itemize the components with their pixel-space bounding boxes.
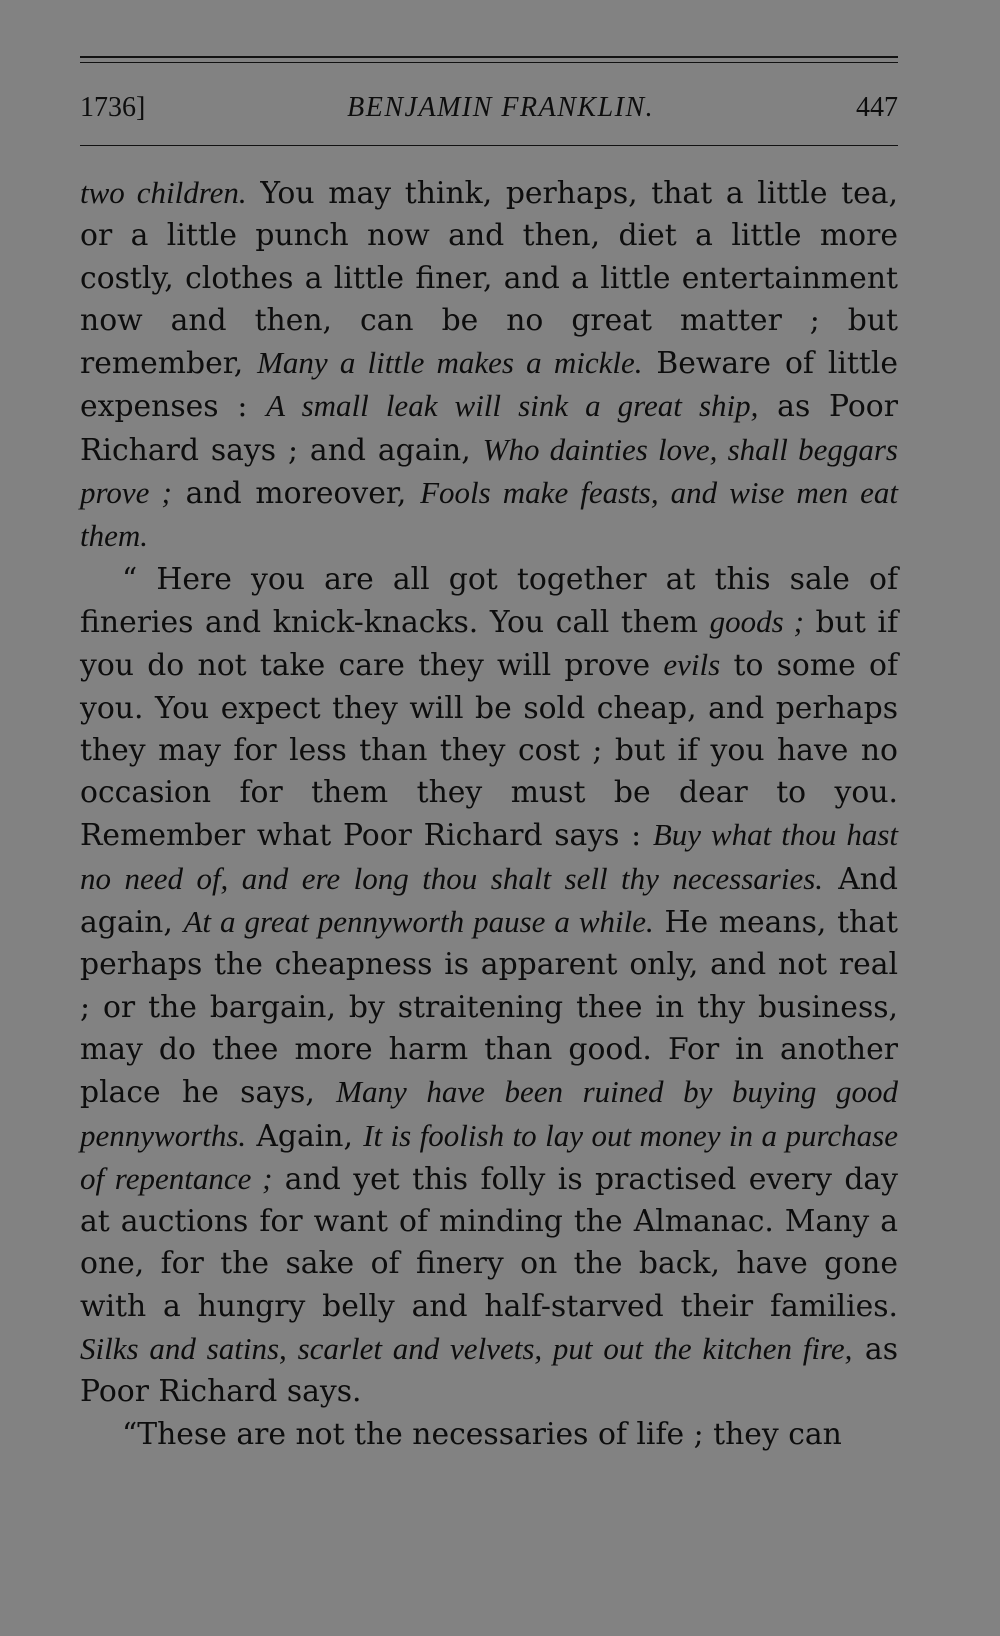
italic-quote: goods ; xyxy=(709,603,804,639)
italic-quote: Many have been ruined by buying good pennyworths. xyxy=(80,1074,898,1153)
body-text xyxy=(80,172,898,1456)
italic-quote: At a great pennyworth pause a while. xyxy=(183,904,654,940)
text-run: He means, that perhaps the cheapness is apparent only, and not real ; or the bargain, by straitening thee in thy business, may do thee more harm than good. For in another place he says, xyxy=(80,905,898,1111)
text-run: You may think, perhaps, that a little tea, or a little punch now and then, diet a little more costly, clothes a little finer, and a little entertainment now and then, can be no great matter ; but remember, xyxy=(80,176,898,382)
text-run: Beware of little expenses : xyxy=(80,346,898,425)
italic-quote: evils xyxy=(663,647,721,683)
text-run: and yet this folly is practised every day at auctions for want of minding the Almanac. Many a one, for the sake of finery on the back, have gone with a hungry belly and half-starved their families. xyxy=(80,1161,898,1324)
text-run: as Poor Richard says ; and again, xyxy=(80,389,898,468)
text-run: “These are not the necessaries of life ; they can xyxy=(122,1416,842,1452)
italic-quote: Silks and satins, scarlet and velvets, put out the kitchen fire, xyxy=(80,1331,853,1367)
page-number: 447 xyxy=(856,92,898,123)
italic-quote: Fools make feasts, and wise men eat them. xyxy=(80,475,898,554)
italic-quote: Buy what thou hast no need of, and ere long thou shalt sell thy necessaries. xyxy=(80,817,898,896)
paragraph xyxy=(80,1414,898,1456)
text-run: “ Here you are all got together at this sale of fineries and knick-knacks. You call them xyxy=(80,561,898,640)
italic-quote: A small leak will sink a great ship, xyxy=(266,388,759,424)
header-rule xyxy=(80,145,898,146)
text-run: And again, xyxy=(80,861,898,941)
text-run: and moreover, xyxy=(171,476,421,512)
text-run: as Poor Richard says. xyxy=(80,1332,898,1410)
italic-quote: two children. xyxy=(80,175,247,210)
italic-quote: It is foolish to lay out money in a purchase of repentance ; xyxy=(80,1117,898,1196)
header-year: 1736] xyxy=(80,92,146,123)
paragraph xyxy=(80,559,898,1414)
italic-quote: Many a little makes a mickle. xyxy=(257,345,643,381)
text-run: Again, xyxy=(246,1118,364,1154)
text-run: but if you do not take care they will prove xyxy=(80,604,898,684)
text-run: to some of you. You expect they will be sold cheap, and perhaps they may for less than they cost ; but if you have no occasion for them they must be dear to you. Remember what Poor Richard says : xyxy=(80,648,898,854)
paragraph xyxy=(80,172,898,559)
italic-quote: Who dainties love, shall beggars prove ; xyxy=(80,431,899,511)
top-double-rule xyxy=(80,56,898,63)
header-title: BENJAMIN FRANKLIN. xyxy=(347,92,655,123)
running-header xyxy=(80,92,898,134)
